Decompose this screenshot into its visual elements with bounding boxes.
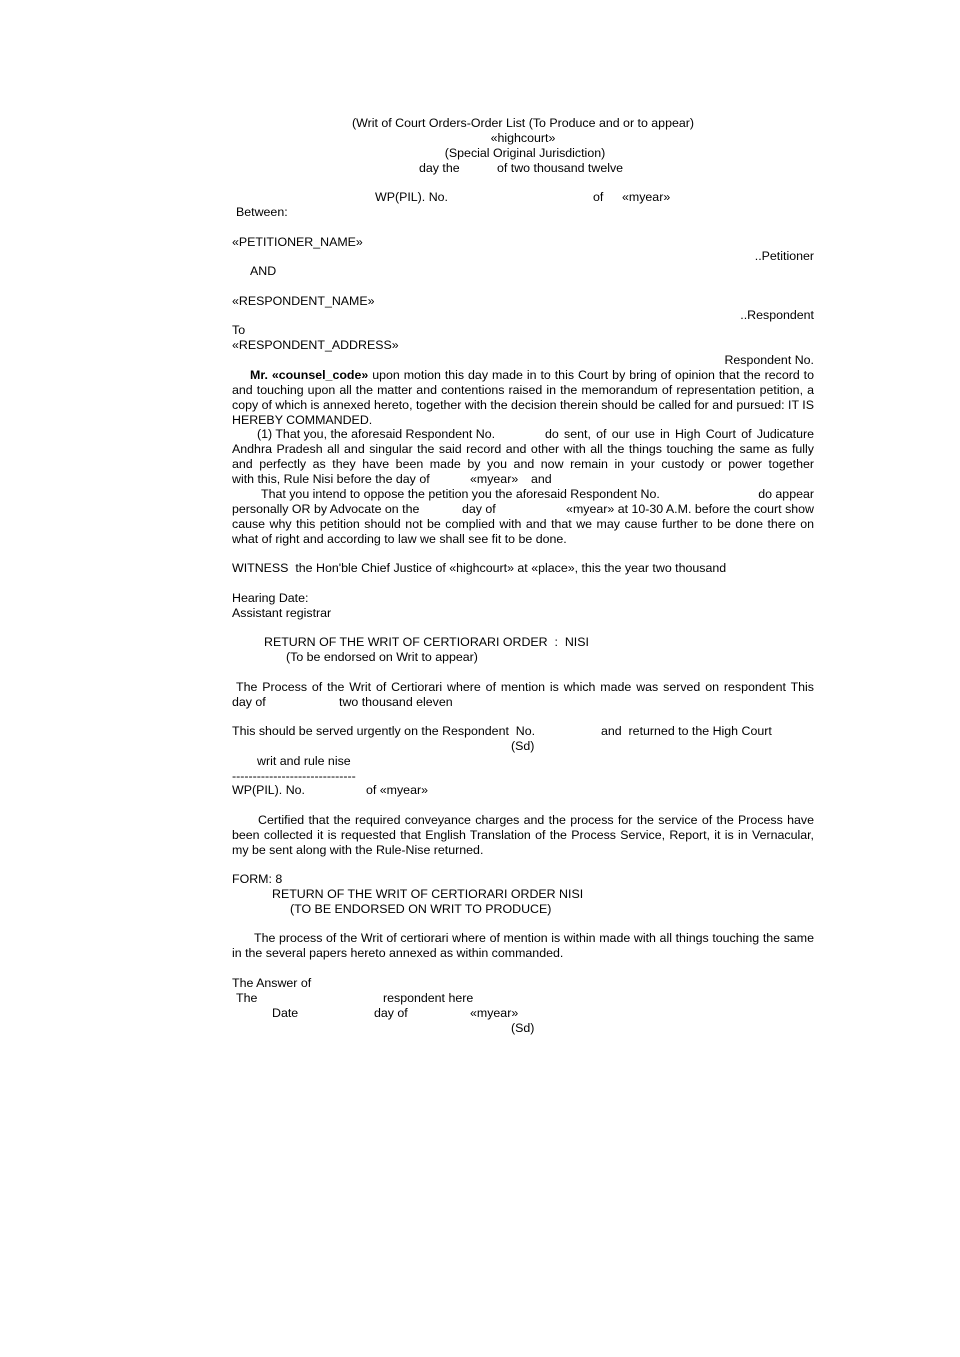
respondent-address: «RESPONDENT_ADDRESS» — [232, 338, 399, 352]
year-text: of two thousand twelve — [497, 161, 624, 175]
hearing-date: Hearing Date: — [232, 591, 309, 605]
para3-line2: personally OR by Advocate on the — [232, 502, 420, 516]
return-process-text: The Process of the Writ of Certiorari where of mention is which made was served on respondent This — [236, 680, 814, 694]
form8-subtitle: (TO BE ENDORSED ON WRIT TO PRODUCE) — [290, 902, 552, 916]
answer-of-label: The Answer of — [232, 976, 312, 990]
to-label: To — [232, 323, 246, 337]
returned-to-court: and returned to the High Court — [601, 724, 772, 738]
signature-sd-1: (Sd) — [511, 739, 535, 753]
wp-number-label: WP(PIL). No. — [375, 190, 448, 204]
and-label: AND — [250, 264, 277, 278]
para3-year-time: «myear» at 10-30 A.M. before the court show — [566, 502, 814, 516]
counsel-name: Mr. «counsel_code» — [250, 368, 369, 382]
petitioner-role: ..Petitioner — [754, 249, 814, 263]
court-name: «highcourt» — [490, 131, 556, 145]
petitioner-name: «PETITIONER_NAME» — [232, 235, 363, 249]
form8-year: «myear» — [470, 1006, 519, 1020]
order-paragraph-1-text: upon motion this day made in to this Court by bring of opinion that the record to and touching upon all the matter and contentions raised in the memorandum of representation petition, a copy of which is annexed hereto, together with the decision therein should be called for and pursued: IT IS HEREBY COMMANDED. — [232, 368, 815, 427]
writ-rule-label: writ and rule nise — [257, 754, 351, 768]
separator-dashes: ------------------------------ — [232, 769, 356, 783]
jurisdiction: (Special Original Jurisdiction) — [444, 146, 606, 160]
form-label: FORM: 8 — [232, 872, 283, 886]
wp-of-label: of — [593, 190, 604, 204]
wp-of-year-2: of «myear» — [366, 783, 428, 797]
form8-process-text: The process of the Writ of certiorari where of mention is within made with all things touching the same in the several papers hereto annexed as within commanded. — [232, 931, 814, 960]
date-label: Date — [272, 1006, 299, 1020]
the-label: The — [236, 991, 258, 1005]
para3-do-appear: do appear — [758, 487, 814, 501]
form8-day-of: day of — [374, 1006, 408, 1020]
return-title: RETURN OF THE WRIT OF CERTIORARI ORDER : NISI — [264, 635, 589, 649]
witness-line: WITNESS the Hon'ble Chief Justice of «highcourt» at «place», this the year two thousand — [232, 561, 727, 575]
para2-lead: (1) That you, the aforesaid Respondent No. — [257, 427, 496, 441]
para2-year: «myear» — [470, 472, 519, 486]
between-label: Between: — [236, 205, 288, 219]
form8-title: RETURN OF THE WRIT OF CERTIORARI ORDER NISI — [272, 887, 584, 901]
respondent-here: respondent here — [383, 991, 474, 1005]
respondent-number-label: Respondent No. — [724, 353, 814, 367]
return-two-thousand-eleven: two thousand eleven — [339, 695, 453, 709]
order-paragraph-3: cause why this petition should not be complied with and that we may cause further to be done there on what of right and according to law we shall see fit to be done. — [232, 517, 814, 546]
signature-sd-2: (Sd) — [511, 1021, 535, 1035]
para3-day-of: day of — [462, 502, 496, 516]
para2-and: and — [531, 472, 552, 486]
para3-lead: That you intend to oppose the petition you the aforesaid Respondent No. — [261, 487, 660, 501]
wp-year: «myear» — [622, 190, 671, 204]
wp-number-label-2: WP(PIL). No. — [232, 783, 305, 797]
order-paragraph-1 — [232, 368, 814, 428]
return-subtitle: (To be endorsed on Writ to appear) — [286, 650, 478, 664]
day-the-label: day the — [419, 161, 460, 175]
para2-last-line: with this, Rule Nisi before the day of — [232, 472, 430, 486]
respondent-name: «RESPONDENT_NAME» — [232, 294, 375, 308]
order-paragraph-2: do sent, of our use in High Court of Judicature Andhra Pradesh all and singular the said record and other with all the things touching the same as fully and perfectly as they have been made by you and now remain in your custody or power together — [232, 427, 814, 471]
respondent-role: ..Respondent — [740, 308, 814, 322]
served-urgently: This should be served urgently on the Respondent No. — [232, 724, 536, 738]
return-day-of: day of — [232, 695, 266, 709]
certified-paragraph: Certified that the required conveyance charges and the process for the service of the Process have been collected it is requested that English Translation of the Process Service, Report, it is in Vernacular, my be sent along with the Rule-Nise returned. — [232, 813, 814, 857]
document-title: (Writ of Court Orders-Order List (To Produce and or to appear) — [351, 116, 695, 130]
assistant-registrar: Assistant registrar — [232, 606, 332, 620]
